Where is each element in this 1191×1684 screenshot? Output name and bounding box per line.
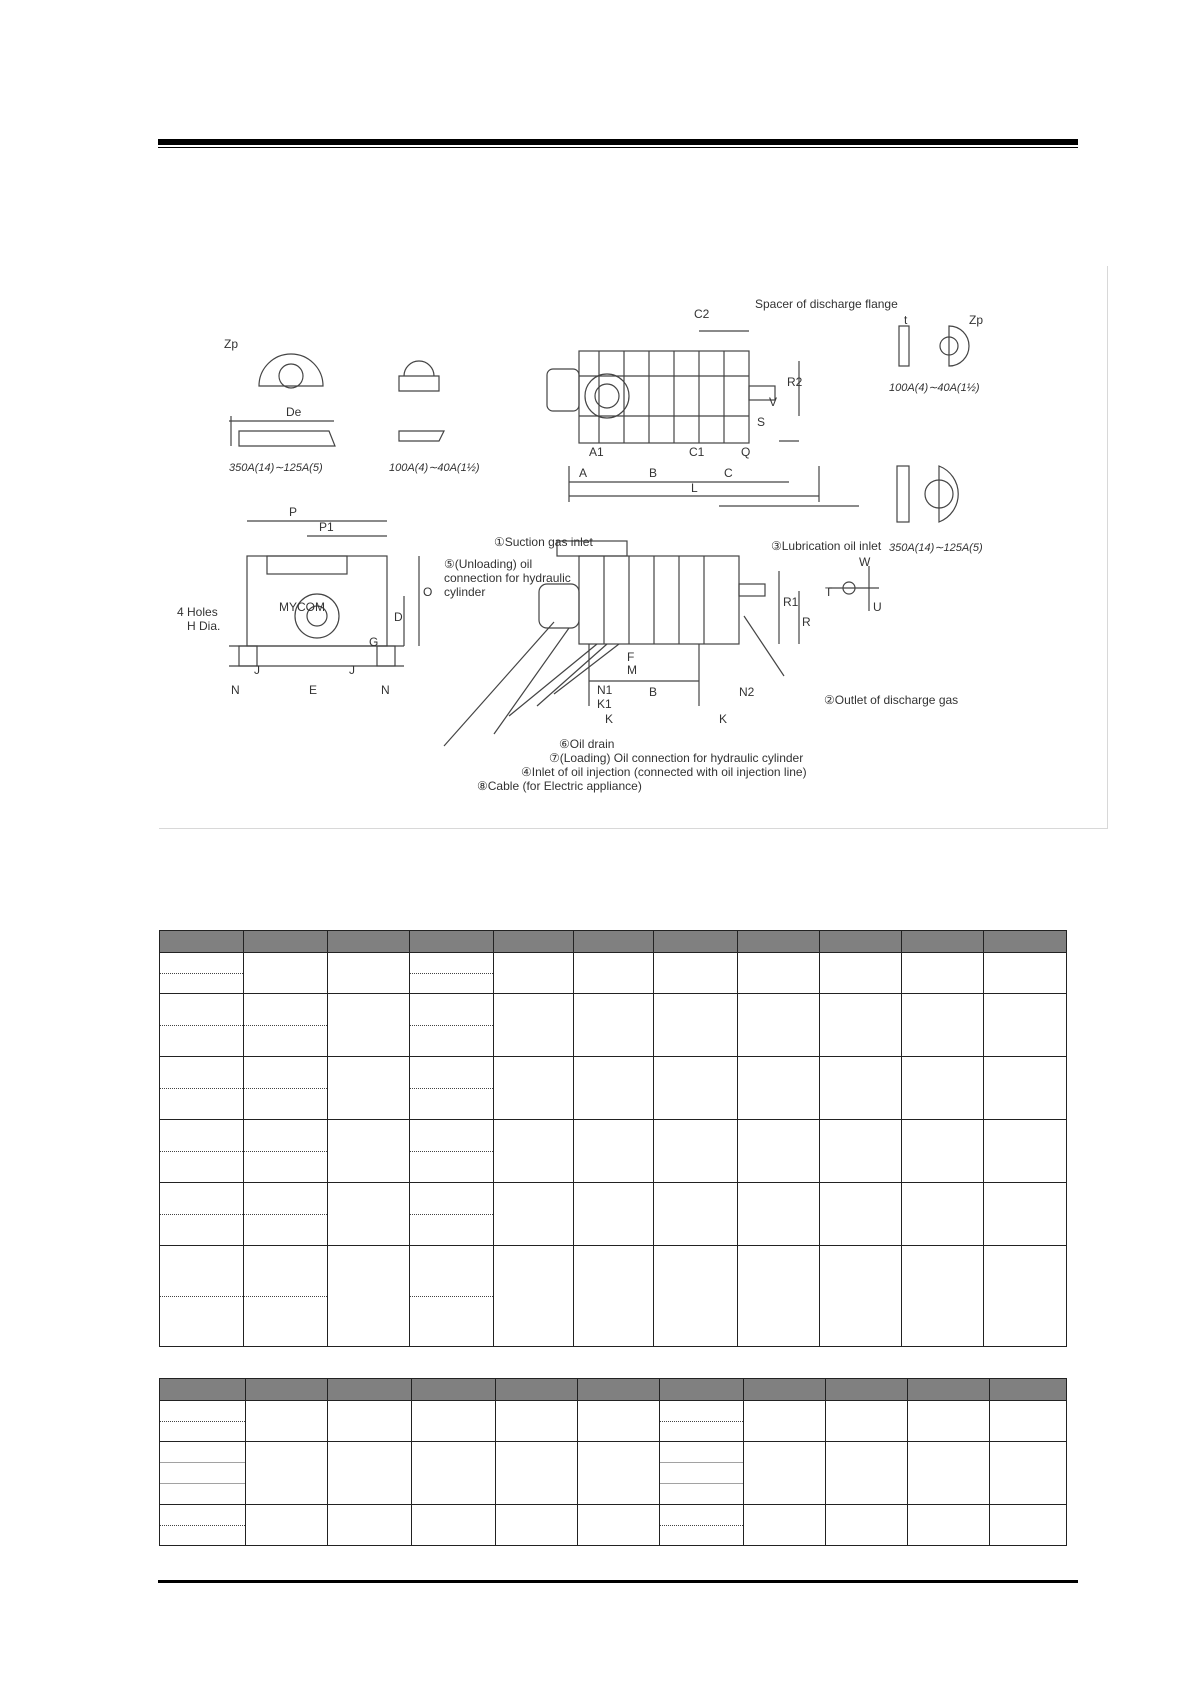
spacer-label: Spacer of discharge flange — [755, 297, 898, 311]
dim-t: t — [904, 313, 908, 327]
flange-small-label-left: 100A(4)∼40A(1½) — [389, 462, 480, 474]
dim-k1: K1 — [597, 697, 612, 711]
dim-s: S — [757, 415, 766, 429]
dim-g: G — [369, 635, 379, 649]
table-row — [160, 1401, 1067, 1442]
loading-label: ⑦(Loading) Oil connection for hydraulic cylinder — [549, 751, 804, 765]
dim-a1: A1 — [589, 445, 604, 459]
flange-small-label-right: 100A(4)∼40A(1½) — [889, 382, 980, 394]
injection-label: ④Inlet of oil injection (connected with oil injection line) — [521, 765, 807, 779]
header-rule-thin — [158, 147, 1078, 148]
drain-label: ⑥Oil drain — [559, 737, 615, 751]
dim-n1: N1 — [597, 683, 613, 697]
dim-n-left: N — [231, 683, 240, 697]
dim-d: D — [394, 610, 403, 624]
dim-p1: P1 — [319, 520, 334, 534]
table-row — [160, 1442, 1067, 1505]
dim-r: R — [802, 615, 811, 629]
dim-zp-right: Zp — [969, 313, 984, 327]
brand-mark: MYCOM — [279, 600, 325, 614]
dim-a: A — [579, 466, 588, 480]
header-rule — [158, 139, 1078, 145]
dim-p: P — [289, 505, 298, 519]
dim-c1: C1 — [689, 445, 705, 459]
dim-f: F — [627, 650, 635, 664]
holes-label: 4 Holes — [177, 605, 218, 619]
holes-dia-label: H Dia. — [187, 619, 221, 633]
dim-v: V — [769, 395, 778, 409]
unloading-label-1: ⑤(Unloading) oil — [444, 557, 533, 571]
dim-k-right: K — [719, 712, 728, 726]
table-header-row — [160, 1379, 1067, 1401]
dim-n2: N2 — [739, 685, 755, 699]
dimension-table-1 — [159, 930, 1067, 1347]
discharge-label: ②Outlet of discharge gas — [824, 693, 959, 707]
outline-drawing — [159, 266, 1108, 829]
dim-n-right: N — [381, 683, 390, 697]
flange-large-label-left: 350A(14)∼125A(5) — [229, 462, 323, 474]
dim-j-right: J — [349, 663, 355, 677]
lube-label: ③Lubrication oil inlet — [771, 539, 882, 553]
flange-large-label-right: 350A(14)∼125A(5) — [889, 542, 983, 554]
dim-r1: R1 — [783, 595, 799, 609]
dim-q: Q — [741, 445, 751, 459]
dim-zp-left: Zp — [224, 337, 239, 351]
dimension-table-2 — [159, 1378, 1067, 1546]
table-row — [160, 1505, 1067, 1546]
dim-k-left: K — [605, 712, 614, 726]
footer-rule — [158, 1580, 1078, 1583]
cable-label: ⑧Cable (for Electric appliance) — [477, 779, 642, 793]
dim-u: U — [873, 600, 882, 614]
unloading-label-2: connection for hydraulic — [444, 571, 571, 585]
dim-r2: R2 — [787, 375, 803, 389]
dim-tt: T — [825, 585, 833, 599]
dim-c2: C2 — [694, 307, 710, 321]
outline-drawing-svg — [159, 266, 1107, 828]
dim-m: M — [627, 663, 637, 677]
suction-label: ①Suction gas inlet — [494, 535, 593, 549]
dim-b-top: B — [649, 466, 658, 480]
dim-e: E — [309, 683, 318, 697]
unloading-label-3: cylinder — [444, 585, 486, 599]
dim-c: C — [724, 466, 733, 480]
table-header-row — [160, 931, 1067, 953]
dim-l: L — [691, 481, 698, 495]
dim-de: De — [286, 405, 302, 419]
dim-w: W — [859, 555, 871, 569]
dim-j-left: J — [254, 663, 260, 677]
dim-b-bottom: B — [649, 685, 658, 699]
dim-o: O — [423, 585, 433, 599]
